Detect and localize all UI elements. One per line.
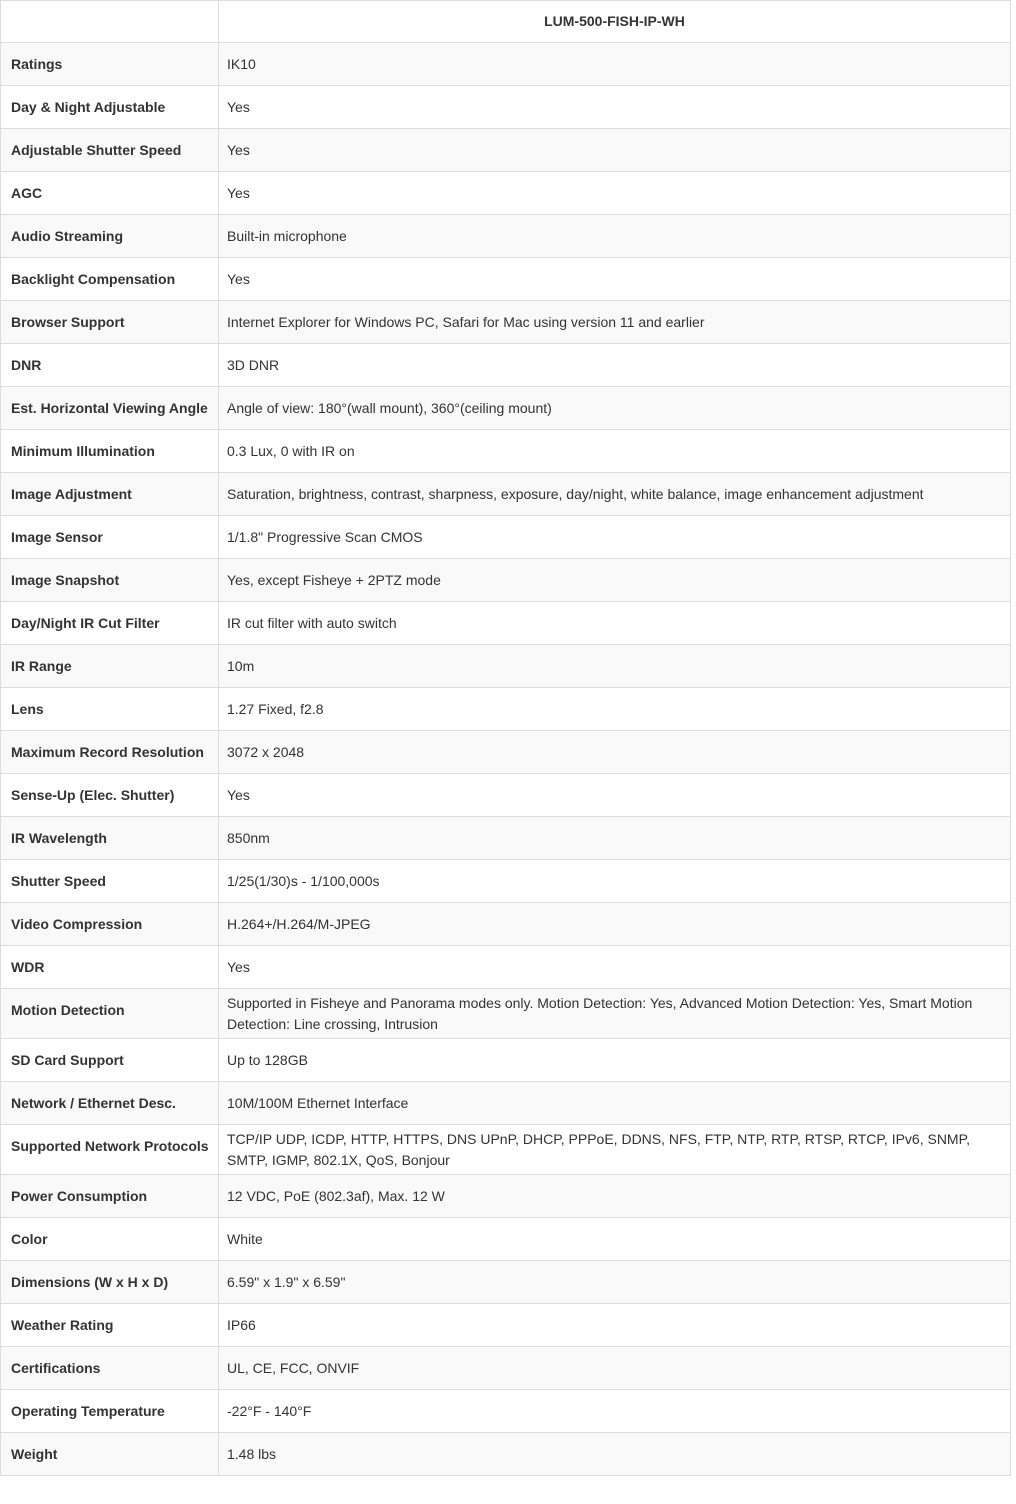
spec-value: IR cut filter with auto switch: [219, 602, 1011, 645]
spec-value: -22°F - 140°F: [219, 1390, 1011, 1433]
spec-value: 3072 x 2048: [219, 731, 1011, 774]
spec-value: 10M/100M Ethernet Interface: [219, 1082, 1011, 1125]
spec-label: Ratings: [1, 43, 219, 86]
spec-value: Yes: [219, 86, 1011, 129]
table-row: [1, 731, 1011, 774]
table-row: [1, 1175, 1011, 1218]
table-row: [1, 860, 1011, 903]
spec-value: Yes: [219, 774, 1011, 817]
spec-value: IK10: [219, 43, 1011, 86]
table-row: [1, 903, 1011, 946]
table-header-row: [1, 1, 1011, 43]
table-row: [1, 301, 1011, 344]
spec-table-body: [1, 43, 1011, 1476]
spec-label: Supported Network Protocols: [1, 1125, 219, 1175]
spec-value: 0.3 Lux, 0 with IR on: [219, 430, 1011, 473]
spec-value: Up to 128GB: [219, 1039, 1011, 1082]
spec-value: Angle of view: 180°(wall mount), 360°(ceiling mount): [219, 387, 1011, 430]
spec-label: Certifications: [1, 1347, 219, 1390]
spec-label: Weight: [1, 1433, 219, 1476]
table-row: [1, 1039, 1011, 1082]
spec-value: TCP/IP UDP, ICDP, HTTP, HTTPS, DNS UPnP, DHCP, PPPoE, DDNS, NFS, FTP, NTP, RTP, RTSP, RTCP, IPv6, SNMP, SMTP, IGMP, 802.1X, QoS, Bonjour: [219, 1125, 1011, 1175]
spec-label: Network / Ethernet Desc.: [1, 1082, 219, 1125]
table-row: [1, 946, 1011, 989]
spec-value: 1/25(1/30)s - 1/100,000s: [219, 860, 1011, 903]
table-row: [1, 1218, 1011, 1261]
spec-label: SD Card Support: [1, 1039, 219, 1082]
spec-label: Image Sensor: [1, 516, 219, 559]
table-row: [1, 344, 1011, 387]
table-row: [1, 516, 1011, 559]
spec-label: Motion Detection: [1, 989, 219, 1039]
table-row: [1, 1390, 1011, 1433]
spec-value: Built-in microphone: [219, 215, 1011, 258]
table-row: [1, 1347, 1011, 1390]
table-row: [1, 817, 1011, 860]
table-row: [1, 602, 1011, 645]
spec-label: Color: [1, 1218, 219, 1261]
spec-value: Yes: [219, 258, 1011, 301]
spec-label: IR Range: [1, 645, 219, 688]
spec-value: Internet Explorer for Windows PC, Safari for Mac using version 11 and earlier: [219, 301, 1011, 344]
table-row: [1, 989, 1011, 1039]
table-row: [1, 1433, 1011, 1476]
spec-value: Yes: [219, 172, 1011, 215]
spec-value: 6.59" x 1.9" x 6.59": [219, 1261, 1011, 1304]
spec-value: H.264+/H.264/M-JPEG: [219, 903, 1011, 946]
spec-label: Video Compression: [1, 903, 219, 946]
spec-label: Power Consumption: [1, 1175, 219, 1218]
spec-value: 10m: [219, 645, 1011, 688]
header-corner-cell: [1, 1, 219, 43]
table-row: [1, 473, 1011, 516]
table-row: [1, 43, 1011, 86]
table-row: [1, 172, 1011, 215]
spec-label: Maximum Record Resolution: [1, 731, 219, 774]
table-row: [1, 258, 1011, 301]
table-row: [1, 645, 1011, 688]
spec-label: IR Wavelength: [1, 817, 219, 860]
spec-label: DNR: [1, 344, 219, 387]
table-row: [1, 86, 1011, 129]
spec-value: Yes: [219, 946, 1011, 989]
spec-label: Operating Temperature: [1, 1390, 219, 1433]
table-row: [1, 688, 1011, 731]
spec-label: Image Snapshot: [1, 559, 219, 602]
table-row: [1, 1261, 1011, 1304]
spec-value: Yes: [219, 129, 1011, 172]
table-row: [1, 559, 1011, 602]
table-row: [1, 430, 1011, 473]
table-row: [1, 1125, 1011, 1175]
spec-value: 12 VDC, PoE (802.3af), Max. 12 W: [219, 1175, 1011, 1218]
spec-value: Supported in Fisheye and Panorama modes only. Motion Detection: Yes, Advanced Motion Detection: Yes, Smart Motion Detection: Line crossing, Intrusion: [219, 989, 1011, 1039]
spec-label: Audio Streaming: [1, 215, 219, 258]
spec-value: 1.48 lbs: [219, 1433, 1011, 1476]
spec-label: Shutter Speed: [1, 860, 219, 903]
table-row: [1, 129, 1011, 172]
spec-label: Day & Night Adjustable: [1, 86, 219, 129]
spec-label: Day/Night IR Cut Filter: [1, 602, 219, 645]
table-row: [1, 215, 1011, 258]
table-row: [1, 1082, 1011, 1125]
model-column-header: LUM-500-FISH-IP-WH: [219, 1, 1011, 43]
spec-value: Yes, except Fisheye + 2PTZ mode: [219, 559, 1011, 602]
spec-label: AGC: [1, 172, 219, 215]
spec-value: 3D DNR: [219, 344, 1011, 387]
spec-value: 1.27 Fixed, f2.8: [219, 688, 1011, 731]
spec-label: Weather Rating: [1, 1304, 219, 1347]
spec-value: UL, CE, FCC, ONVIF: [219, 1347, 1011, 1390]
spec-value: 850nm: [219, 817, 1011, 860]
spec-label: Image Adjustment: [1, 473, 219, 516]
spec-label: Adjustable Shutter Speed: [1, 129, 219, 172]
spec-label: WDR: [1, 946, 219, 989]
spec-label: Backlight Compensation: [1, 258, 219, 301]
spec-value: 1/1.8" Progressive Scan CMOS: [219, 516, 1011, 559]
spec-value: IP66: [219, 1304, 1011, 1347]
table-row: [1, 774, 1011, 817]
spec-label: Dimensions (W x H x D): [1, 1261, 219, 1304]
spec-label: Est. Horizontal Viewing Angle: [1, 387, 219, 430]
table-row: [1, 387, 1011, 430]
spec-value: White: [219, 1218, 1011, 1261]
spec-label: Sense-Up (Elec. Shutter): [1, 774, 219, 817]
spec-label: Minimum Illumination: [1, 430, 219, 473]
spec-label: Lens: [1, 688, 219, 731]
table-row: [1, 1304, 1011, 1347]
spec-label: Browser Support: [1, 301, 219, 344]
spec-value: Saturation, brightness, contrast, sharpness, exposure, day/night, white balance, image enhancement adjustment: [219, 473, 1011, 516]
